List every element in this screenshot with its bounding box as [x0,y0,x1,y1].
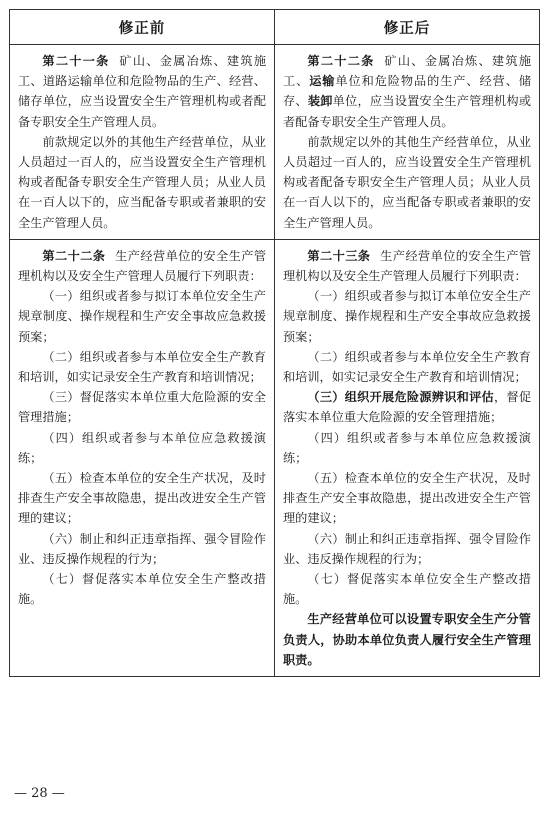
list-item: （二）组织或者参与本单位安全生产教育和培训，如实记录安全生产教育和培训情况； [283,349,531,385]
cell-after-article23 [275,239,540,676]
paragraph [18,246,266,286]
header-after: 修正后 [275,10,540,45]
article-number: 第二十二条 [42,248,106,263]
added-paragraph: 生产经营单位可以设置专职安全生产分管负责人，协助本单位负责人履行安全生产管理职责。 [283,612,531,667]
article-text: 矿山、金属冶炼、建筑施工、 [283,54,532,89]
revised-text: 运输 [309,74,336,89]
comparison-table [9,9,540,677]
list-item: （四）组织或者参与本单位应急救援演练； [18,430,266,465]
paragraph: 前款规定以外的其他生产经营单位，从业人员超过一百人的，应当设置安全生产管理机构或者配备专职安全生产管理人员；从业人员在一百人以下的，应当配备专职或者兼职的安全生产管理人员。 [283,134,531,230]
list-item: （五）检查本单位的安全生产状况，及时排查生产安全事故隐患，提出改进安全生产管理的建议； [283,471,531,526]
revised-text: 组织开展危险源辨识和评估 [344,390,494,405]
cell-before-article22 [10,239,275,676]
article-text: 生产经营单位的安全生产管理机构以及安全生产管理人员履行下列职责： [283,248,532,284]
article-text: 矿山、金属冶炼、建筑施工、道路运输单位和危险物品的生产、经营、储存单位，应当设置安全生产管理机构或者配备专职安全生产管理人员。 [18,54,267,129]
list-item: （四）组织或者参与本单位应急救援演练； [283,430,531,465]
paragraph: 前款规定以外的其他生产经营单位，从业人员超过一百人的，应当设置安全生产管理机构或者配备专职安全生产管理人员；从业人员在一百人以下的，应当配备专职或者兼职的安全生产管理人员。 [18,134,266,230]
paragraph [283,51,531,132]
header-row [10,10,540,45]
article-text: 生产经营单位的安全生产管理机构以及安全生产管理人员履行下列职责： [18,248,267,284]
article-number: 第二十二条 [307,54,375,68]
article-number: 第二十一条 [42,54,110,68]
revised-text: 装卸 [307,94,333,109]
list-item: （五）检查本单位的安全生产状况，及时排查生产安全事故隐患，提出改进安全生产管理的建议； [18,471,266,526]
list-item: （七）督促落实本单位安全生产整改措施。 [18,572,266,607]
table-row [10,45,540,240]
list-item: （一）组织或者参与拟订本单位安全生产规章制度、操作规程和生产安全事故应急救援预案； [18,289,266,344]
paragraph [283,246,531,286]
list-item: （二）组织或者参与本单位安全生产教育和培训，如实记录安全生产教育和培训情况； [18,349,266,385]
cell-before-article21 [10,45,275,240]
list-item: （六）制止和纠正违章指挥、强令冒险作业、违反操作规程的行为； [283,531,531,566]
paragraph [18,51,266,132]
list-item [283,387,531,427]
article-text: 单位，应当设置安全生产管理机构或者配备专职安全生产管理人员。 [283,94,532,129]
article-text: 单位和危险物品的生产、经营、储存、 [283,74,532,109]
item-text: ，督促落实本单位重大危险源的安全管理措施； [283,390,532,425]
cell-after-article22 [275,45,540,240]
header-before: 修正前 [10,10,275,45]
page-number: — 28 — [14,786,65,801]
list-item: （七）督促落实本单位安全生产整改措施。 [283,572,531,607]
list-item: （一）组织或者参与拟订本单位安全生产规章制度、操作规程和生产安全事故应急救援预案； [283,289,531,344]
list-item: （三）督促落实本单位重大危险源的安全管理措施； [18,390,266,425]
list-item: （六）制止和纠正违章指挥、强令冒险作业、违反操作规程的行为； [18,531,266,566]
article-number: 第二十三条 [307,248,371,263]
table-row [10,239,540,676]
item-prefix: （三） [307,390,345,405]
